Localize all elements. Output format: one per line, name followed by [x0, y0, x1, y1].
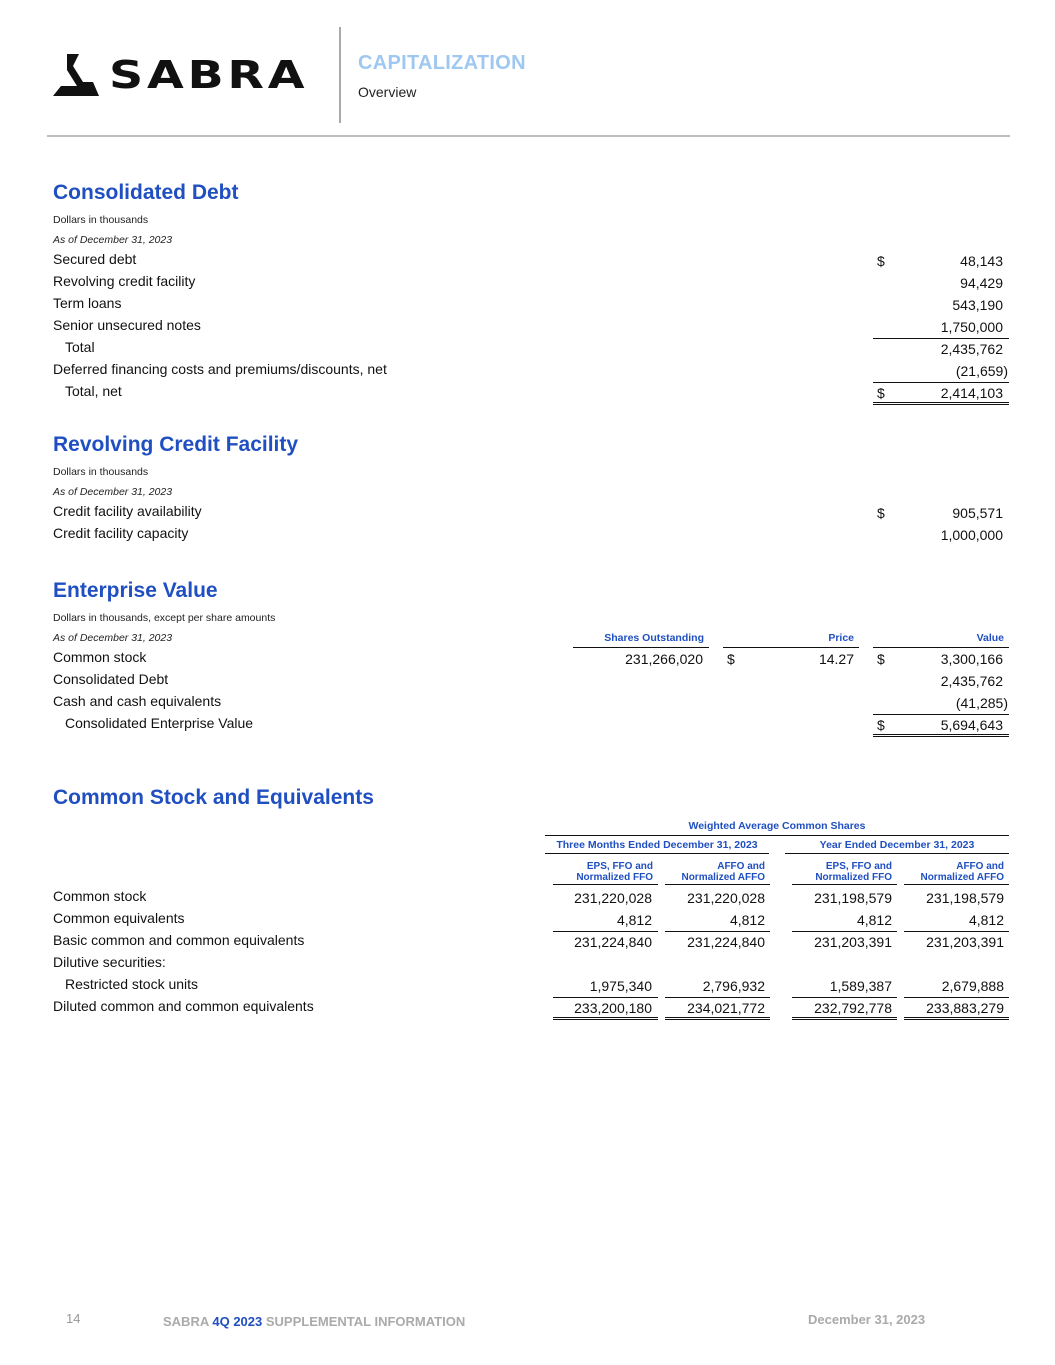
col-header-line: EPS, FFO and [586, 861, 653, 872]
ev-row-label: Consolidated Debt [53, 671, 169, 687]
currency-symbol: $ [877, 717, 885, 733]
debt-row-value: 48,143 [960, 253, 1003, 269]
sabra-logo-mark-icon [53, 52, 105, 100]
cs-cell: 231,203,391 [814, 934, 892, 950]
period-header-year: Year Ended December 31, 2023 [819, 839, 975, 851]
currency-symbol: $ [727, 651, 735, 667]
consolidated-debt-title: Consolidated Debt [53, 181, 239, 204]
cs-cell: 231,203,391 [926, 934, 1004, 950]
debt-row-value: 1,750,000 [940, 319, 1003, 335]
cs-cell: 234,021,772 [687, 1000, 765, 1016]
revolving-credit-as-of: As of December 31, 2023 [53, 486, 173, 498]
subtotal-rule [873, 338, 1009, 339]
cs-cell: 4,812 [968, 912, 1004, 928]
col-header-value: Value [976, 632, 1004, 644]
cs-row-label: Basic common and common equivalents [53, 932, 305, 948]
debt-row-label: Term loans [53, 295, 122, 311]
header-divider [339, 27, 341, 123]
credit-row-label: Credit facility capacity [53, 525, 189, 541]
cs-row-label: Diluted common and common equivalents [53, 998, 314, 1014]
subtotal-rule [792, 931, 897, 932]
header-rule [545, 835, 1009, 836]
currency-symbol: $ [877, 651, 885, 667]
cs-cell: 231,224,840 [687, 934, 765, 950]
cs-cell: 4,812 [729, 912, 765, 928]
cs-cell: 231,224,840 [574, 934, 652, 950]
ev-row-label: Common stock [53, 649, 147, 665]
total-double-rule [553, 1017, 658, 1020]
col-header-line: Normalized AFFO [681, 872, 765, 883]
header-rule [723, 647, 859, 648]
total-double-rule [873, 734, 1009, 737]
debt-row-value: 2,435,762 [940, 341, 1003, 357]
debt-row-label: Deferred financing costs and premiums/discounts, net [53, 361, 387, 377]
ev-price-value: 14.27 [818, 651, 854, 667]
page-number: 14 [66, 1311, 81, 1326]
col-header [553, 861, 653, 883]
debt-row-label: Senior unsecured notes [53, 317, 201, 333]
cs-cell: 233,883,279 [926, 1000, 1004, 1016]
currency-symbol: $ [877, 505, 885, 521]
credit-row-value: 1,000,000 [940, 527, 1003, 543]
group-header: Weighted Average Common Shares [688, 820, 866, 832]
consolidated-debt-units: Dollars in thousands [53, 214, 149, 226]
ev-row-value: 3,300,166 [940, 651, 1003, 667]
col-header [904, 861, 1004, 883]
cs-row-label: Dilutive securities: [53, 954, 166, 970]
col-header-line: AFFO and [956, 861, 1004, 872]
cs-cell: 2,796,932 [702, 978, 765, 994]
cs-cell: 231,198,579 [926, 890, 1004, 906]
ev-shares-value: 231,266,020 [625, 651, 703, 667]
cs-cell: 231,220,028 [687, 890, 765, 906]
col-header-line: EPS, FFO and [825, 861, 892, 872]
total-double-rule [904, 1017, 1009, 1020]
col-header [665, 861, 765, 883]
subtotal-rule [904, 931, 1009, 932]
cs-row-label: Common equivalents [53, 910, 185, 926]
cs-cell: 231,220,028 [574, 890, 652, 906]
subtotal-rule [665, 997, 770, 998]
debt-row-label: Revolving credit facility [53, 273, 196, 289]
debt-row-value: 94,429 [960, 275, 1003, 291]
col-header [792, 861, 892, 883]
page-subtitle: Overview [358, 84, 417, 100]
col-header-line: Normalized FFO [576, 872, 653, 883]
logo-wordmark: SABRA [109, 53, 309, 97]
cs-cell: 4,812 [856, 912, 892, 928]
enterprise-value-title: Enterprise Value [53, 579, 218, 602]
header-rule [545, 853, 769, 854]
ev-row-label: Consolidated Enterprise Value [65, 715, 254, 731]
ev-row-label: Cash and cash equivalents [53, 693, 222, 709]
subtotal-rule [873, 382, 1009, 383]
credit-row-value: 905,571 [952, 505, 1003, 521]
total-double-rule [873, 402, 1009, 405]
col-header-shares: Shares Outstanding [604, 632, 704, 644]
footer-period: 4Q 2023 [212, 1314, 263, 1329]
header-rule [573, 647, 709, 648]
debt-row-value: (21,659) [955, 363, 1008, 379]
currency-symbol: $ [877, 253, 885, 269]
cs-row-label: Restricted stock units [65, 976, 199, 992]
footer-doc: SUPPLEMENTAL INFORMATION [265, 1314, 466, 1329]
revolving-credit-units: Dollars in thousands [53, 466, 149, 478]
footer-doc-title [163, 1314, 465, 1329]
revolving-credit-title: Revolving Credit Facility [53, 433, 299, 456]
header-rule [665, 884, 770, 885]
debt-row-value: 543,190 [952, 297, 1003, 313]
header-rule [873, 647, 1009, 648]
col-header-price: Price [828, 632, 854, 644]
credit-row-label: Credit facility availability [53, 503, 202, 519]
page-title: CAPITALIZATION [358, 52, 526, 74]
ev-row-value: 2,435,762 [940, 673, 1003, 689]
cs-cell: 231,198,579 [814, 890, 892, 906]
debt-row-value: 2,414,103 [940, 385, 1003, 401]
cs-cell: 2,679,888 [941, 978, 1004, 994]
cs-cell: 232,792,778 [814, 1000, 892, 1016]
cs-cell: 1,975,340 [589, 978, 652, 994]
subtotal-rule [553, 931, 658, 932]
cs-cell: 1,589,387 [829, 978, 892, 994]
header-rule [553, 884, 658, 885]
footer-date: December 31, 2023 [808, 1312, 926, 1327]
col-header-line: Normalized AFFO [920, 872, 1004, 883]
debt-row-label: Secured debt [53, 251, 137, 267]
total-double-rule [792, 1017, 897, 1020]
col-header-line: Normalized FFO [815, 872, 892, 883]
subtotal-rule [873, 714, 1009, 715]
header-rule [792, 884, 897, 885]
common-stock-title: Common Stock and Equivalents [53, 786, 374, 809]
subtotal-rule [665, 931, 770, 932]
header-rule [47, 135, 1010, 137]
header-rule [785, 853, 1009, 854]
header-rule [904, 884, 1009, 885]
currency-symbol: $ [877, 385, 885, 401]
period-header-three-months: Three Months Ended December 31, 2023 [556, 839, 758, 851]
ev-row-value: (41,285) [955, 695, 1008, 711]
enterprise-value-as-of: As of December 31, 2023 [53, 632, 173, 644]
debt-row-label: Total [65, 339, 95, 355]
cs-row-label: Common stock [53, 888, 147, 904]
subtotal-rule [904, 997, 1009, 998]
subtotal-rule [553, 997, 658, 998]
cs-cell: 233,200,180 [574, 1000, 652, 1016]
subtotal-rule [792, 997, 897, 998]
debt-row-label: Total, net [65, 383, 122, 399]
total-double-rule [665, 1017, 770, 1020]
ev-row-value: 5,694,643 [940, 717, 1003, 733]
col-header-line: AFFO and [717, 861, 765, 872]
enterprise-value-units: Dollars in thousands, except per share amounts [53, 612, 276, 624]
consolidated-debt-as-of: As of December 31, 2023 [53, 234, 173, 246]
cs-cell: 4,812 [616, 912, 652, 928]
sabra-logo [53, 52, 309, 100]
footer-brand: SABRA [163, 1314, 209, 1329]
